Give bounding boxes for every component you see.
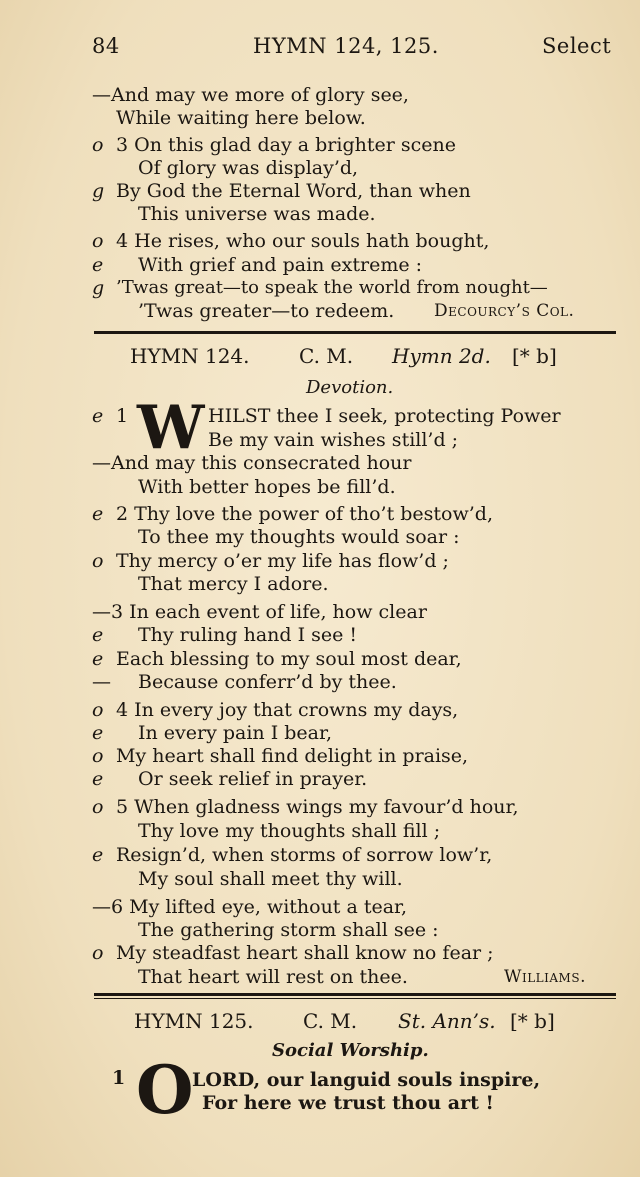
dynamic-mark: o xyxy=(92,134,104,156)
verse-text: That mercy I adore. xyxy=(138,573,329,595)
verse-text: Each blessing to my soul most dear, xyxy=(116,648,462,670)
dynamic-mark: e xyxy=(92,405,104,427)
dynamic-mark: g xyxy=(92,277,105,299)
verse-text: The gathering storm shall see : xyxy=(138,919,439,941)
verse-text: Thy ruling hand I see ! xyxy=(138,624,358,646)
section-divider xyxy=(94,331,616,334)
dynamic-mark: e xyxy=(92,722,104,744)
verse-text: Thy love my thoughts shall fill ; xyxy=(138,820,441,842)
dynamic-mark: e xyxy=(92,844,104,866)
hymn-meter: C. M. xyxy=(299,344,354,368)
verse-text: ’Twas great—to speak the world from nought— xyxy=(116,277,548,298)
verse-text: —3 In each event of life, how clear xyxy=(92,601,427,623)
verse-text: Or seek relief in prayer. xyxy=(138,768,368,790)
verse-text: While waiting here below. xyxy=(116,107,366,129)
section-divider-thin xyxy=(94,998,616,999)
verse-text: 2 Thy love the power of tho’t bestow’d, xyxy=(116,503,494,525)
verse-text: —And may this consecrated hour xyxy=(92,452,412,474)
verse-text: 4 In every joy that crowns my days, xyxy=(116,699,459,721)
verse-text: With grief and pain extreme : xyxy=(138,254,423,276)
verse-text: My soul shall meet thy will. xyxy=(138,868,403,890)
running-title: HYMN 124, 125. xyxy=(253,34,439,58)
verse-text: —And may we more of glory see, xyxy=(92,84,409,106)
hymn-number: HYMN 125. xyxy=(134,1009,254,1033)
section-divider xyxy=(94,993,616,996)
verse-text: ’Twas greater—to redeem. xyxy=(138,300,395,322)
drop-cap: W xyxy=(137,393,205,463)
verse-text: Thy mercy o’er my life has flow’d ; xyxy=(116,550,449,572)
verse-text: Be my vain wishes still’d ; xyxy=(208,429,459,451)
drop-cap: O xyxy=(136,1051,194,1129)
verse-text: Of glory was display’d, xyxy=(138,157,359,179)
dynamic-mark: e xyxy=(92,624,104,646)
verse-text: LORD, our languid souls inspire, xyxy=(192,1069,541,1091)
hymn-tune: Hymn 2d. xyxy=(392,344,491,368)
dynamic-mark: e xyxy=(92,254,104,276)
verse-text: That heart will rest on thee. xyxy=(138,966,408,988)
verse-text: Because conferr’d by thee. xyxy=(138,671,397,693)
dynamic-mark: o xyxy=(92,699,104,721)
page-number: 84 xyxy=(92,34,120,58)
verse-text: My heart shall find delight in praise, xyxy=(116,745,469,767)
dynamic-mark: e xyxy=(92,768,104,790)
dynamic-mark: o xyxy=(92,796,104,818)
verse-number: 1 xyxy=(112,1067,126,1089)
verse-number: 1 xyxy=(116,405,129,427)
hymn-tune: St. Ann’s. xyxy=(398,1009,496,1033)
hymn-key: [* b] xyxy=(510,1009,555,1033)
verse-text: This universe was made. xyxy=(138,203,376,225)
dynamic-mark: o xyxy=(92,745,104,767)
verse-text: My steadfast heart shall know no fear ; xyxy=(116,942,494,964)
hymn-subject: Social Worship. xyxy=(272,1040,429,1061)
verse-text: To thee my thoughts would soar : xyxy=(138,526,460,548)
dynamic-mark: o xyxy=(92,942,104,964)
dynamic-mark: o xyxy=(92,230,104,252)
verse-text: HILST thee I seek, protecting Power xyxy=(208,405,561,427)
dynamic-mark: g xyxy=(92,180,105,202)
verse-text: —6 My lifted eye, without a tear, xyxy=(92,896,408,918)
verse-text: With better hopes be fill’d. xyxy=(138,476,396,498)
verse-text: Resign’d, when storms of sorrow low’r, xyxy=(116,844,493,866)
verse-text: 4 He rises, who our souls hath bought, xyxy=(116,230,490,252)
attribution: Williams. xyxy=(504,967,586,987)
hymn-subject: Devotion. xyxy=(306,377,394,398)
attribution: Decourcy’s Col. xyxy=(434,301,575,321)
verse-text: For here we trust thou art ! xyxy=(202,1092,494,1114)
hymn-key: [* b] xyxy=(512,344,557,368)
dynamic-mark: e xyxy=(92,503,104,525)
verse-text: In every pain I bear, xyxy=(138,722,333,744)
verse-text: 3 On this glad day a brighter scene xyxy=(116,134,456,156)
dynamic-mark: o xyxy=(92,550,104,572)
hymn-number: HYMN 124. xyxy=(130,344,250,368)
section-title: Select xyxy=(542,34,612,58)
verse-text: 5 When gladness wings my favour’d hour, xyxy=(116,796,519,818)
hymn-meter: C. M. xyxy=(303,1009,358,1033)
dynamic-mark: e xyxy=(92,648,104,670)
dynamic-mark: — xyxy=(92,671,111,693)
verse-text: By God the Eternal Word, than when xyxy=(116,180,471,202)
